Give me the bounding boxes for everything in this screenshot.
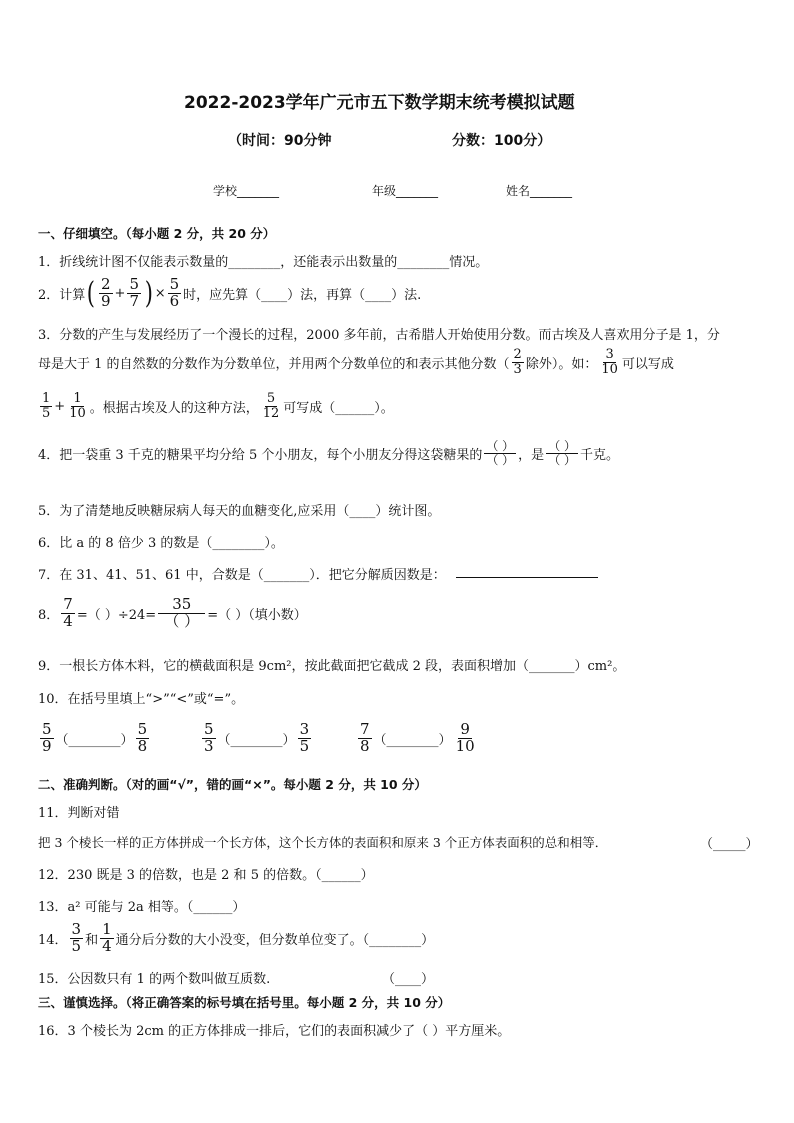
fraction: $\frac{5}{9}$: [42, 720, 52, 755]
question-3-line-3: [38, 392, 394, 420]
question-5: 5．为了清楚地反映糖尿病人每天的血糖变化,应采用（____）统计图。: [38, 504, 441, 519]
fraction: $\frac{9}{10}$: [455, 720, 475, 755]
question-6: 6．比 a 的 8 倍少 3 的数是（________）。: [38, 536, 284, 551]
exam-time: （时间：90分钟: [228, 133, 332, 149]
text: 母是大于 1 的自然数的分数作为分数单位，并用两个分数单位的和表示其他分数（: [38, 356, 510, 372]
school-field: 学校_______: [213, 184, 280, 198]
fraction: $\frac{3}{10}$: [601, 347, 618, 377]
question-2: [38, 276, 421, 311]
plus-sign: +: [54, 398, 66, 414]
question-8: [38, 597, 307, 630]
fraction: $\frac{1}{10}$: [69, 391, 86, 421]
left-paren: (: [87, 276, 96, 311]
text: 8．: [38, 607, 60, 623]
section-heading-3: 三、谨慎选择。（将正确答案的标号填在括号里。每小题 2 分，共 10 分）: [38, 995, 451, 1010]
fraction: $\frac{5}{12}$: [262, 391, 280, 421]
question-11-title: 11．判断对错: [38, 806, 120, 821]
fraction: $\frac{7}{4}$: [63, 595, 73, 630]
question-15-blank: （____）: [382, 972, 435, 987]
text: ，是: [518, 447, 545, 463]
page-title: 2022-2023学年广元市五下数学期末统考模拟试题: [184, 93, 575, 113]
fraction: $\frac{1}{4}$: [102, 920, 112, 955]
fraction: $\frac{5}{7}$: [129, 275, 139, 310]
grade-field: 年级_______: [372, 184, 439, 198]
question-12: 12．230 既是 3 的倍数，也是 2 和 5 的倍数。（______）: [38, 868, 374, 883]
text: 除外）。如：: [525, 356, 598, 372]
compare-item-3: [356, 722, 479, 755]
fraction: $\frac{3}{5}$: [299, 720, 310, 755]
fraction: $\frac{1}{5}$: [42, 391, 51, 421]
compare-item-1: [38, 722, 151, 755]
text: 可写成（______）。: [283, 400, 394, 416]
question-4: [38, 440, 619, 466]
text: 千克。: [580, 447, 620, 463]
fraction: $\frac{5}{3}$: [204, 720, 214, 755]
question-16: 16．3 个棱长为 2cm 的正方体排成一排后，它们的表面积减少了（ ）平方厘米。: [38, 1024, 511, 1039]
fraction: $\frac{3}{5}$: [71, 920, 82, 955]
question-10: 10．在括号里填上“>”“<”或“=”。: [38, 692, 245, 707]
text: 通分后分数的大小没变，但分数单位变了。（________）: [115, 932, 435, 948]
section-heading-2: 二、准确判断。（对的画“√”，错的画“×”。每小题 2 分，共 10 分）: [38, 777, 427, 792]
question-13: 13．a² 可能与 2a 相等。（______）: [38, 900, 246, 915]
text: 14．: [38, 932, 68, 948]
q2-suffix: 时，应先算（____）法，再算（____）法.: [183, 288, 422, 303]
name-field: 姓名_______: [506, 184, 573, 198]
q2-prefix: 2．计算: [38, 288, 86, 303]
text: 和: [85, 932, 99, 948]
text: 4．把一袋重 3 千克的糖果平均分给 5 个小朋友，每个小朋友分得这袋糖果的: [38, 447, 483, 463]
answer-line: [456, 577, 598, 578]
text: 可以写成: [621, 356, 674, 372]
compare-blank: （________）: [55, 732, 134, 748]
fraction: $\frac{35}{( )}$: [158, 597, 205, 630]
question-11: 把 3 个棱长一样的正方体拼成一个长方体，这个长方体的表面积和原来 3 个正方体表面积的总和相等．: [38, 835, 608, 850]
text: =（ ）÷24=: [76, 607, 157, 623]
times-sign: ×: [154, 286, 166, 301]
fraction: $\frac{2}{3}$: [513, 347, 522, 377]
question-3-line-2: [38, 348, 674, 376]
section-heading-1: 一、仔细填空。（每小题 2 分，共 20 分）: [38, 226, 276, 241]
question-14: [38, 922, 434, 955]
fraction: $\frac{7}{8}$: [360, 720, 370, 755]
question-1: 1．折线统计图不仅能表示数量的________，还能表示出数量的________情况。: [38, 255, 489, 270]
fraction: $\frac{2}{9}$: [101, 275, 111, 310]
question-15: 15．公因数只有 1 的两个数叫做互质数.: [38, 972, 271, 987]
text: 。根据古埃及人的这种方法，: [89, 400, 259, 416]
fraction: $\frac{5}{8}$: [137, 720, 148, 755]
fraction: $\frac{5}{6}$: [169, 275, 180, 310]
right-paren: ): [144, 276, 153, 311]
question-7: 7．在 31、41、51、61 中，合数是（_______）．把它分解质因数是：: [38, 568, 446, 583]
plus-sign: +: [114, 286, 126, 301]
question-11-blank: （_____）: [700, 837, 759, 852]
compare-blank: （________）: [217, 732, 296, 748]
question-3-line-1: 3．分数的产生与发展经历了一个漫长的过程，2000 多年前，古希腊人开始使用分数。而古埃及人喜欢用分子是 1，分: [38, 328, 720, 343]
exam-score: 分数：100分）: [452, 133, 552, 149]
compare-blank: （________）: [373, 732, 452, 748]
compare-item-2: [200, 722, 313, 755]
text: =（ ）（填小数）: [207, 607, 307, 623]
fraction-blank: $\frac{( )}{( )}$: [548, 439, 577, 467]
question-9: 9．一根长方体木料，它的横截面积是 9cm²，按此截面把它截成 2 段，表面积增加（_______）cm²。: [38, 659, 626, 674]
fraction-blank: $\frac{( )}{( )}$: [486, 439, 515, 467]
